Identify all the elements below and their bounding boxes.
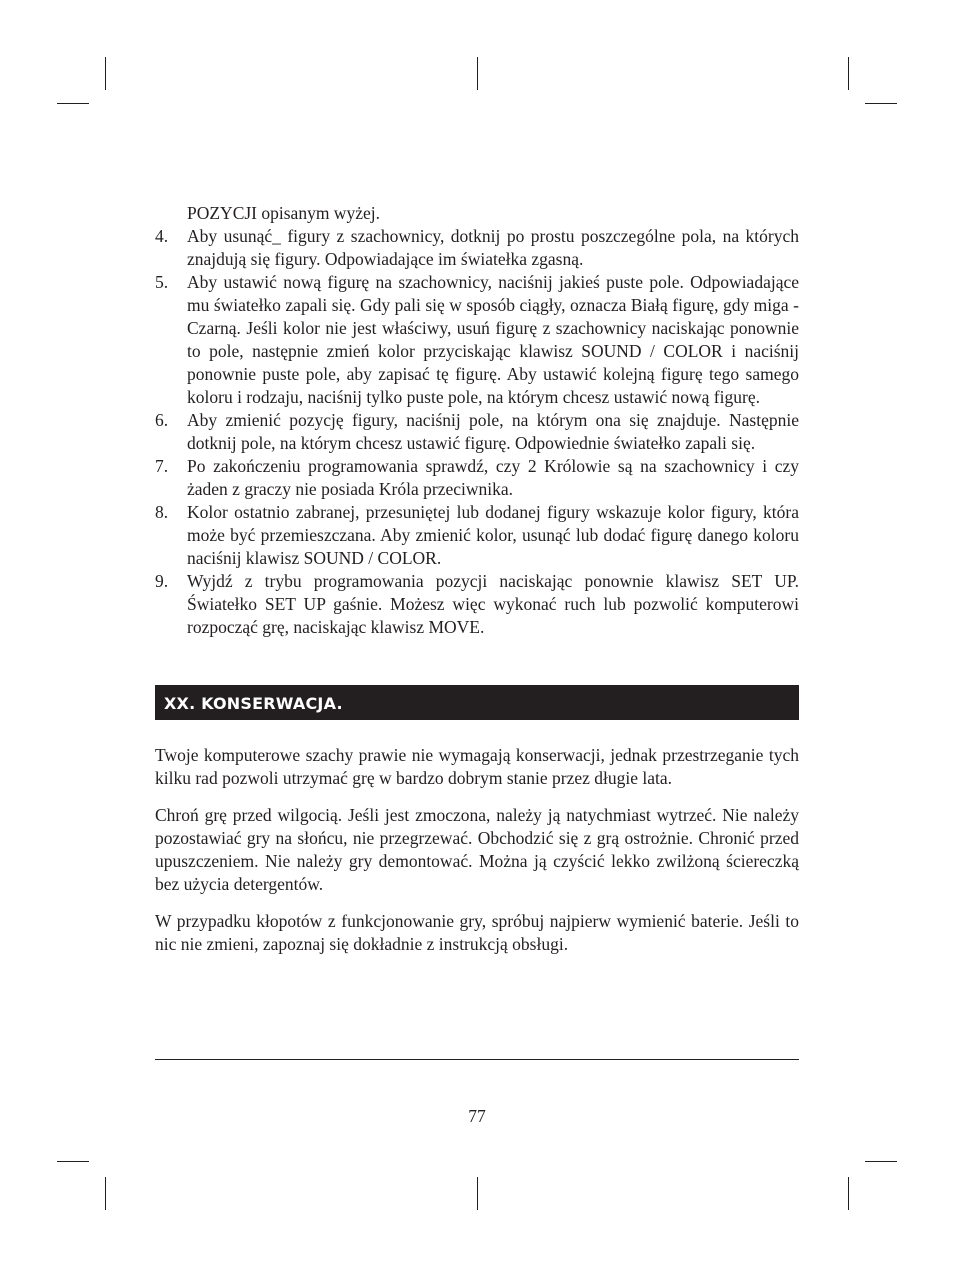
paragraph: W przypadku kłopotów z funkcjonowanie gry, spróbuj najpierw wymienić baterie. Jeśli to nic nie zmieni, zapoznaj się dokładnie z instrukcją obsługi. [155, 911, 799, 954]
crop-mark [848, 1177, 849, 1210]
step-text: Kolor ostatnio zabranej, przesuniętej lub dodanej figury wskazuje kolor figury, która może być przemieszczana. Aby zmienić kolor, usunąć lub dodać figurę danego koloru naciśnij klawisz SOUND / COLOR. [187, 502, 799, 568]
list-item [155, 501, 799, 570]
list-item [155, 455, 799, 501]
section-heading: XX. KONSERWACJA. [155, 685, 799, 720]
step-text: Aby ustawić nową figurę na szachownicy, naciśnij jakieś puste pole. Odpowiadające mu światełko zapali się. Gdy pali się w sposób ciągły, oznacza Białą figurę, gdy miga - Czarną. Jeśli kolor nie jest właściwy, usuń figurę z szachownicy naciskając ponownie to pole, następnie zmień kolor przyciskając klawisz SOUND / COLOR i naciśnij ponownie puste pole, aby zapisać tę figurę. Aby ustawić kolejną figurę tego samego koloru i rodzaju, naciśnij tylko puste pole, na którym chcesz ustawić nową figurę. [187, 272, 799, 407]
crop-mark [865, 103, 897, 104]
list-item [155, 271, 799, 409]
list-item [155, 409, 799, 455]
footer-rule [155, 1059, 799, 1060]
crop-mark [477, 1177, 478, 1210]
steps-list [155, 225, 799, 639]
crop-mark [57, 103, 89, 104]
step-text: Aby usunąć_ figury z szachownicy, dotknij po prostu poszczególne pola, na których znajdują się figury. Odpowiadające im światełka zgasną. [187, 226, 799, 269]
crop-mark [865, 1161, 897, 1162]
step-text: Po zakończeniu programowania sprawdź, czy 2 Królowie są na szachownicy i czy żaden z graczy nie posiada Króla przeciwnika. [187, 456, 799, 499]
paragraph: Chroń grę przed wilgocią. Jeśli jest zmoczona, należy ją natychmiast wytrzeć. Nie należy pozostawiać gry na słońcu, nie przegrzewać. Obchodzić się z grą ostrożnie. Chronić przed upuszczeniem. Nie należy gry demontować. Można ją czyścić lekko zwilżoną ściereczką bez użycia detergentów. [155, 805, 799, 894]
step-number: 4. [155, 226, 169, 246]
step-text: Wyjdź z trybu programowania pozycji naciskając ponownie klawisz SET UP. Światełko SET UP gaśnie. Możesz więc wykonać ruch lub pozwolić komputerowi rozpocząć grę, naciskając klawisz MOVE. [187, 571, 799, 637]
step-number: 5. [155, 272, 169, 292]
page-body [155, 202, 799, 956]
list-item [155, 570, 799, 639]
crop-mark [105, 57, 106, 90]
list-item [155, 225, 799, 271]
page-number: 77 [468, 1106, 486, 1126]
step-number: 7. [155, 456, 169, 476]
crop-mark [477, 57, 478, 90]
continuation-text: POZYCJI opisanym wyżej. [187, 203, 380, 223]
step-text: Aby zmienić pozycję figury, naciśnij pole, na którym ona się znajduje. Następnie dotknij pole, na którym chcesz ustawić figurę. Odpowiednie światełko zapali się. [187, 410, 799, 453]
step-number: 9. [155, 571, 169, 591]
crop-mark [57, 1161, 89, 1162]
paragraph: Twoje komputerowe szachy prawie nie wymagają konserwacji, jednak przestrzeganie tych kilku rad pozwoli utrzymać grę w bardzo dobrym stanie przez długie lata. [155, 745, 799, 788]
crop-mark [105, 1177, 106, 1210]
crop-mark [848, 57, 849, 90]
step-number: 8. [155, 502, 169, 522]
step-number: 6. [155, 410, 169, 430]
